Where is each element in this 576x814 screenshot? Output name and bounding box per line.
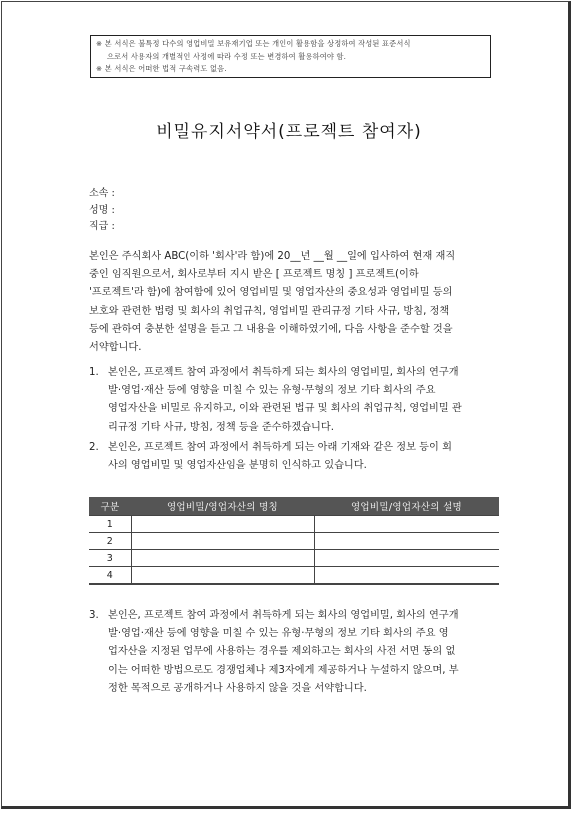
row-number: 3 — [89, 550, 131, 567]
notice-line-2: ※ 본 서식은 어떠한 법적 구속력도 없음. — [96, 64, 227, 73]
description-cell[interactable] — [314, 567, 499, 585]
description-cell[interactable] — [314, 533, 499, 550]
clause-line: 본인은, 프로젝트 참여 과정에서 취득하게 되는 회사의 영업비밀, 회사의 연구개 — [108, 367, 459, 378]
name-cell[interactable] — [131, 550, 314, 567]
intro-line: 보호와 관련한 법령 및 회사의 취업규칙, 영업비밀 관리규정 기타 사규, 방침, 정책 — [89, 305, 450, 317]
intro-line: 중인 임직원으로서, 회사로부터 지시 받은 [ 프로젝트 명칭 ] 프로젝트(이하 — [89, 269, 419, 281]
clause-line: 발·영업·재산 등에 영향을 미칠 수 있는 유형·무형의 정보 기타 회사의 주요 — [108, 385, 436, 397]
table-row — [89, 516, 499, 533]
col-header-description: 영업비밀/영업자산의 설명 — [314, 497, 499, 516]
intro-line: '프로젝트'라 함)에 참여함에 있어 영업비밀 및 영업자산의 중요성과 영업비밀 등의 — [89, 287, 453, 299]
table-row — [89, 550, 499, 567]
table-header-row — [89, 497, 499, 516]
clause-line: 사의 영업비밀 및 영업자산임을 분명히 인식하고 있습니다. — [108, 460, 367, 472]
document-page — [1, 1, 571, 809]
intro-paragraph — [89, 248, 497, 357]
clause-line: 본인은, 프로젝트 참여 과정에서 취득하게 되는 회사의 영업비밀, 회사의 연구개 — [108, 610, 459, 621]
name-label: 성명 : — [89, 204, 115, 216]
col-header-name: 영업비밀/영업자산의 명칭 — [131, 497, 314, 516]
notice-line-1b: 으로서 사용자의 개별적인 사정에 따라 수정 또는 변경하여 활용하여야 함. — [107, 51, 347, 61]
clause-line: 영업자산을 비밀로 유지하고, 이와 관련된 법규 및 회사의 취업규칙, 영업비밀 관 — [108, 403, 462, 415]
clause-3 — [89, 607, 499, 698]
notice-box — [90, 35, 491, 78]
description-cell[interactable] — [314, 550, 499, 567]
intro-line: 등에 관하여 충분한 설명을 듣고 그 내용을 이해하였기에, 다음 사항을 준수할 것을 — [89, 323, 453, 335]
notice-line-1: ※ 본 서식은 불특정 다수의 영업비밀 보유재기업 또는 개인이 활용함을 상정하여 작성된 표준서식 — [96, 39, 411, 48]
dept-label: 소속 : — [89, 188, 115, 199]
clause-line: 업자산을 지정된 업무에 사용하는 경우를 제외하고는 회사의 사전 서면 동의 없 — [108, 646, 456, 658]
clause-1 — [89, 364, 499, 437]
clause-line: 발·영업·재산 등에 영향을 미칠 수 있는 유형·무형의 정보 기타 회사의 주요 영 — [108, 628, 449, 640]
row-number: 4 — [89, 567, 131, 585]
table-row — [89, 533, 499, 550]
clause-line: 본인은, 프로젝트 참여 과정에서 취득하게 되는 아래 기재와 같은 정보 등이 회 — [108, 442, 452, 453]
position-label: 직급 : — [89, 221, 115, 232]
clause-number: 2. — [89, 442, 99, 453]
clause-line: 이는 어떠한 방법으로도 경쟁업체나 제3자에게 제공하거나 누설하지 않으며, 부 — [108, 664, 459, 676]
name-cell[interactable] — [131, 533, 314, 550]
name-cell[interactable] — [131, 516, 314, 533]
description-cell[interactable] — [314, 516, 499, 533]
clause-number: 1. — [89, 367, 99, 378]
intro-line: 본인은 주식회사 ABC(이하 '회사'라 함)에 20__년 __월 __일에 입사하여 현재 재직 — [89, 251, 456, 262]
name-cell[interactable] — [131, 567, 314, 585]
clause-number: 3. — [89, 610, 99, 621]
row-number: 1 — [89, 516, 131, 533]
intro-line: 서약합니다. — [89, 342, 142, 354]
trade-secret-table — [89, 497, 499, 585]
clause-line: 리규정 기타 사규, 방침, 정책 등을 준수하겠습니다. — [108, 421, 334, 433]
row-number: 2 — [89, 533, 131, 550]
document-title: 비밀유지서약서(프로젝트 참여자) — [156, 122, 422, 142]
table-row — [89, 567, 499, 585]
col-header-category: 구분 — [89, 497, 131, 516]
clause-2 — [89, 439, 499, 475]
signer-fields — [89, 186, 115, 236]
clause-line: 정한 목적으로 공개하거나 사용하지 않을 것을 서약합니다. — [108, 682, 367, 694]
